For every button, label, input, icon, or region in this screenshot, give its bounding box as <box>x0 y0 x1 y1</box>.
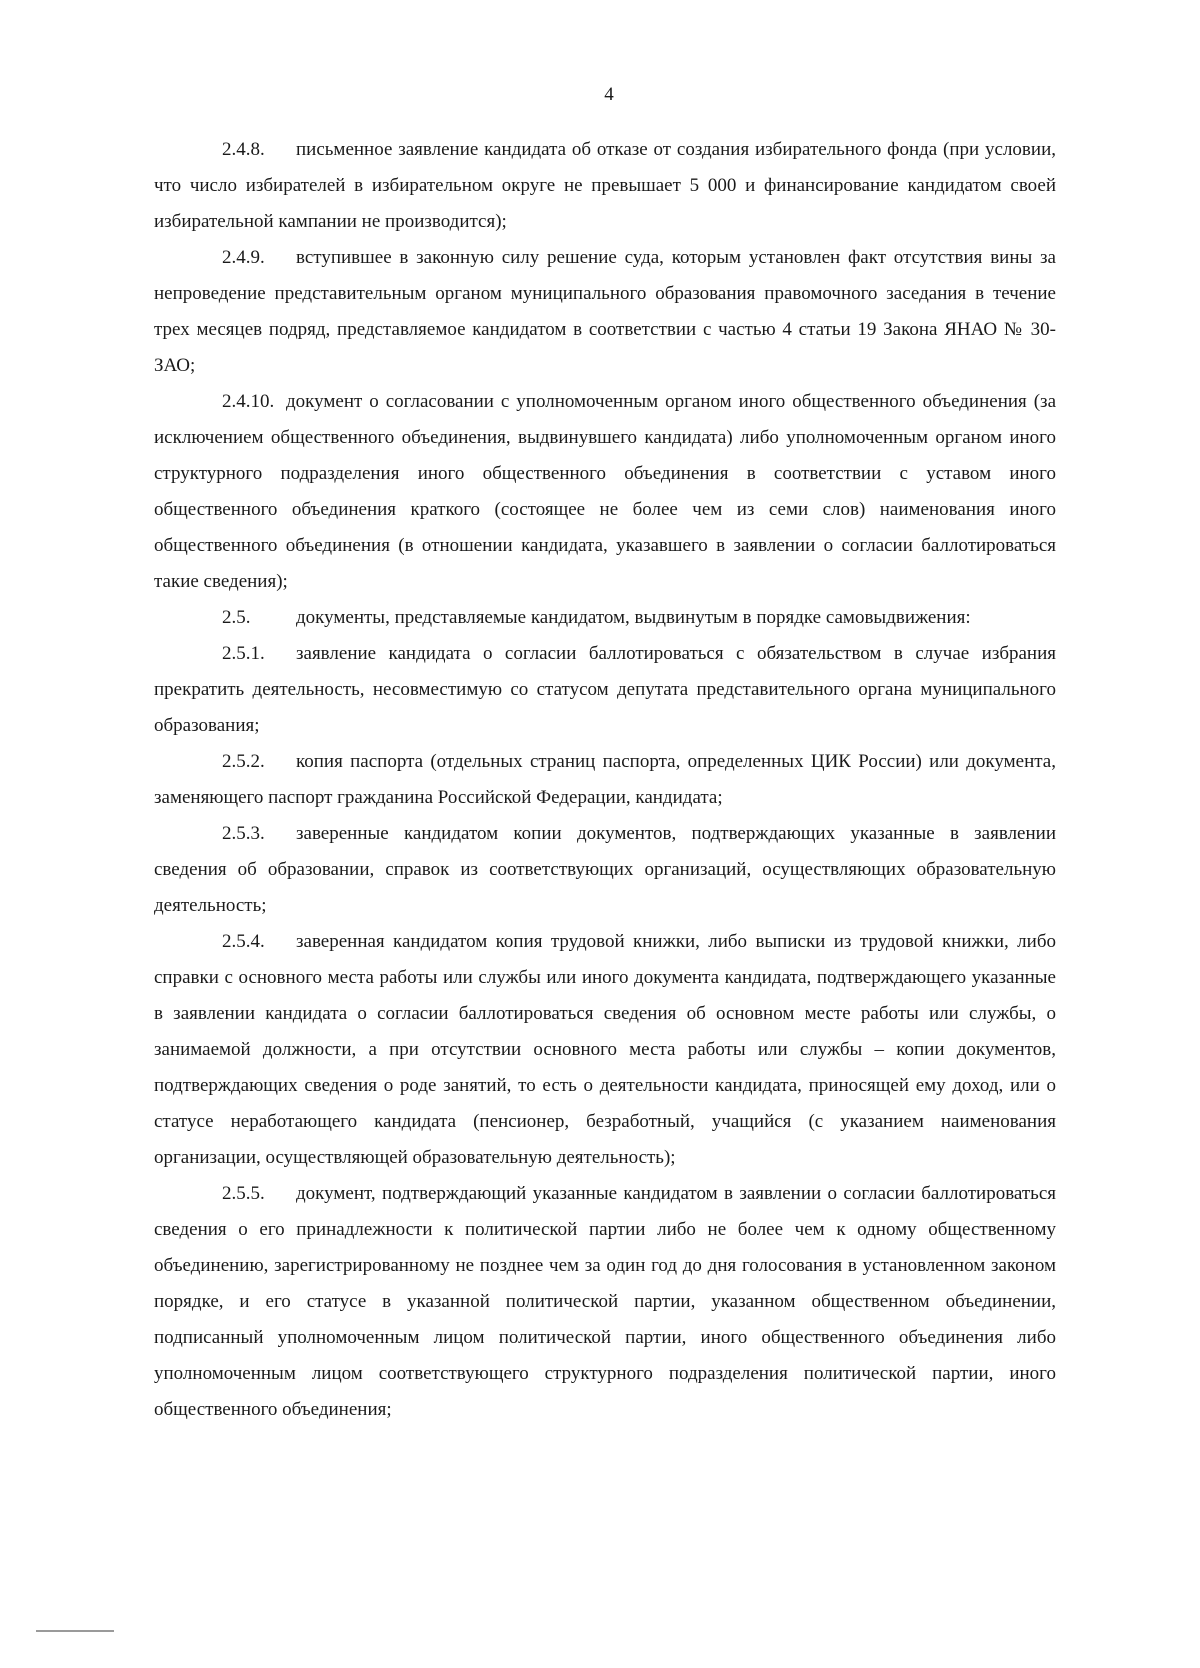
paragraph-2-5-3 <box>154 816 1056 924</box>
clause-text: документ о согласовании с уполномоченным органом иного общественного объединения (за исключением общественного объединения, выдвинувшего кандидата) либо уполномоченным органом иного структурного подразделения иного общественного объединения в соответствии с уставом иного общественного объединения краткого (состоящее не более чем из семи слов) наименования иного общественного объединения (в отношении кандидата, указавшего в заявлении о согласии баллотироваться такие сведения); <box>154 391 1056 592</box>
clause-text: документы, представляемые кандидатом, выдвинутым в порядке самовыдвижения: <box>296 607 971 628</box>
paragraph-2-4-9 <box>154 240 1056 384</box>
clause-number: 2.5.4. <box>222 931 265 952</box>
paragraph-2-4-10 <box>154 384 1056 600</box>
clause-text: вступившее в законную силу решение суда, которым установлен факт отсутствия вины за непроведение представительным органом муниципального образования правомочного заседания в течение трех месяцев подряд, представляемое кандидатом в соответствии с частью 4 статьи 19 Закона ЯНАО № 30-ЗАО; <box>154 247 1056 376</box>
clause-text: заверенная кандидатом копия трудовой книжки, либо выписки из трудовой книжки, либо справки с основного места работы или службы или иного документа кандидата, подтверждающего указанные в заявлении кандидата о согласии баллотироваться сведения об основном месте работы или службы, о занимаемой должности, а при отсутствии основного места работы или службы – копии документов, подтверждающих сведения о роде занятий, то есть о деятельности кандидата, приносящей ему доход, или о статусе неработающего кандидата (пенсионер, безработный, учащийся (с указанием наименования организации, осуществляющей образовательную деятельность); <box>154 931 1056 1168</box>
clause-number: 2.4.10. <box>222 391 275 412</box>
paragraph-2-5-2 <box>154 744 1056 816</box>
clause-number: 2.5.5. <box>222 1183 265 1204</box>
clause-text: письменное заявление кандидата об отказе от создания избирательного фонда (при условии, что число избирателей в избирательном округе не превышает 5 000 и финансирование кандидатом своей избирательной кампании не производится); <box>154 139 1056 232</box>
paragraph-2-5 <box>154 600 1056 636</box>
paragraph-2-5-1 <box>154 636 1056 744</box>
paragraph-2-5-4 <box>154 924 1056 1176</box>
clause-text: документ, подтверждающий указанные кандидатом в заявлении о согласии баллотироваться сведения о его принадлежности к политической партии либо не более чем к одному общественному объединению, зарегистрированному не позднее чем за один год до дня голосования в установленном законом порядке, и его статусе в указанной политической партии, указанном общественном объединении, подписанный уполномоченным лицом политической партии, иного общественного объединения либо уполномоченным лицом соответствующего структурного подразделения политической партии, иного общественного объединения; <box>154 1183 1056 1420</box>
paragraph-2-5-5 <box>154 1176 1056 1428</box>
document-body <box>154 132 1056 1428</box>
clause-number: 2.5. <box>222 607 251 628</box>
paragraph-2-4-8 <box>154 132 1056 240</box>
clause-number: 2.5.2. <box>222 751 265 772</box>
clause-number: 2.4.8. <box>222 139 265 160</box>
clause-number: 2.5.1. <box>222 643 265 664</box>
clause-number: 2.4.9. <box>222 247 265 268</box>
clause-number: 2.5.3. <box>222 823 265 844</box>
clause-text: копия паспорта (отдельных страниц паспорта, определенных ЦИК России) или документа, заменяющего паспорт гражданина Российской Федерации, кандидата; <box>154 751 1056 808</box>
clause-text: заверенные кандидатом копии документов, подтверждающих указанные в заявлении сведения об образовании, справок из соответствующих организаций, осуществляющих образовательную деятельность; <box>154 823 1056 916</box>
clause-text: заявление кандидата о согласии баллотироваться с обязательством в случае избрания прекратить деятельность, несовместимую со статусом депутата представительного органа муниципального образования; <box>154 643 1056 736</box>
scan-artifact-line <box>36 1630 114 1632</box>
page-number: 4 <box>604 84 614 105</box>
